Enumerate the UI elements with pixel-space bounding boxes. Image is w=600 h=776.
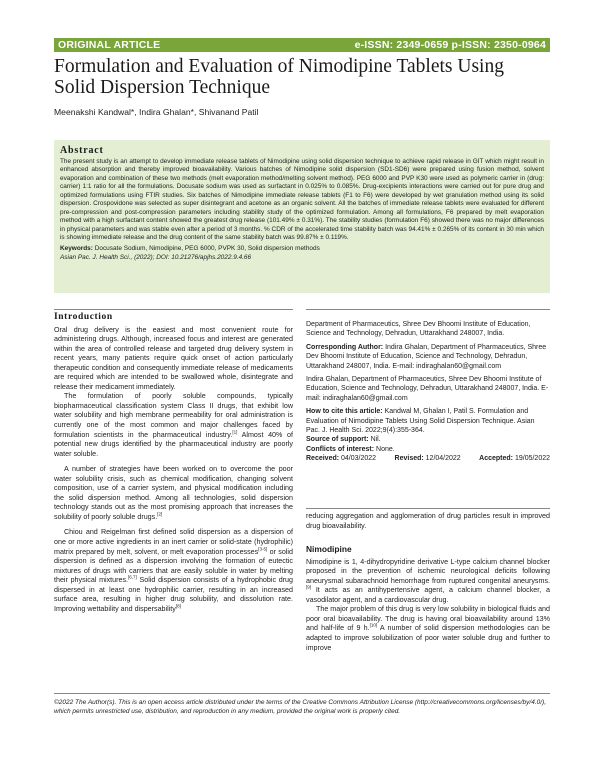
revised-value: 12/04/2022 (423, 455, 461, 463)
keywords-line (60, 244, 544, 253)
intro-p4-mid: or solid dispersion is defined as a dispersion involving the formation of eutectic mixtures of drugs with carriers that are easily soluble in water by melting their physical mixtures. (54, 547, 293, 585)
nimodipine-paragraph-1 (306, 558, 550, 606)
keywords-text: Docusate Sodium, Nimodipine, PEG 6000, PVPK 30, Solid dispersion methods (94, 244, 320, 252)
how-to-cite (306, 407, 550, 435)
continued-paragraph: reducing aggregation and agglomeration of drug particles result in improved drug bioavailability. (306, 512, 550, 530)
intro-p3-text: A number of strategies have been worked on to overcome the poor water solubility crisis, such as chemical modification, changing solvent composition, use of a carrier system, and physical modification including the solid dispersion method. Among all technologies, solid dispersion technology stands out as the most promising approach that increases the solubility of poorly soluble drugs. (54, 465, 293, 521)
intro-paragraph-3 (54, 465, 293, 522)
revised-label: Revised: (394, 455, 424, 463)
nimodipine-p1-text: Nimodipine is 1, 4-dihydropyridine derivative L-type calcium channel blocker proposed in the prevention of ischemic neurological deficits following aneurysmal subarachnoid hemorrhage from ruptured congenital aneurysms. (306, 557, 550, 585)
intro-paragraph-2 (54, 392, 293, 459)
section-divider-left (54, 309, 293, 310)
article-info-block (306, 320, 550, 464)
received-label: Received: (306, 455, 340, 463)
corresponding-author-text: Indira Ghalan, Department of Pharmaceutics, Shree Dev Bhoomi Institute of Education, Science and Technology, Dehradun, Uttarakhand 248007, India. E-mail: indiraghalan60@gmail.com (306, 343, 547, 370)
journal-citation: Asian Pac. J. Health Sci., (2022); DOI: 10.21276/apjhs.2022.9.4.66 (60, 253, 252, 261)
nimodipine-paragraph-2 (306, 605, 550, 653)
cite-text: Kandwal M, Ghalan I, Patil S. Formulation and Evaluation of Nimodipine Tablets Using Solid Dispersion Technique. Asian Pac. J. Health Sci. 2022;9(4):355-364. (306, 408, 535, 435)
accepted-value: 19/05/2022 (513, 455, 550, 463)
nimodipine-p1-end: It acts as an antihypertensive agent, a calcium channel blocker, a vasodilator agent, and a cardiovascular drug. (306, 586, 550, 604)
article-dates (306, 454, 550, 463)
source-of-support (306, 435, 550, 444)
corresponding-author-2: Indira Ghalan, Department of Pharmaceutics, Shree Dev Bhoomi Institute of Education, Science and Technology, Dehradun, Uttarakhand 248007, India. E-mail: indiraghalan60@gmail.com (306, 376, 549, 402)
corresponding-author (306, 343, 550, 371)
ref-9: [9] (306, 584, 312, 590)
abstract-heading: Abstract (60, 145, 104, 156)
ref-8: [8] (175, 603, 181, 609)
nimodipine-p2-end: A number of solid dispersion methodologies can be adapted to improve solubilization of poor water soluble drug and further to improve (306, 624, 550, 652)
accepted-label: Accepted: (479, 455, 514, 463)
abstract-box (54, 140, 550, 293)
article-title: Formulation and Evaluation of Nimodipine Tablets Using Solid Dispersion Technique (54, 56, 504, 98)
affiliation-text: Department of Pharmaceutics, Shree Dev Bhoomi Institute of Education, Science and Technology, Dehradun, Uttarakhand 248007, India. (306, 321, 531, 338)
keywords-label: Keywords: (60, 244, 93, 252)
abstract-text: The present study is an attempt to develop immediate release tablets of Nimodipine using solid dispersion technique to achieve rapid release in GIT which might result in enhanced absorption and thereby improved bioavailability. Various batches of Nimodipine solid dispersion (SD1-SD6) were prepared using fusion method, solvent evaporation and combination of these two methods (melt evaporation method/melting solvent method). PEG 6000 and PVP K30 were used as polymeric carrier in (drug: carrier) 1:1 ratio for all the formulations. Docusate sodium was used as surfactant in 0.025% to 0.085%. Drug-excipients interactions were carried out for pure drug and optimized formulations using FTIR studies. Six batches of Nimodipine immediate release tablets (F1 to F6) were developed by wet granulation method using its solid dispersion. Crospovidone was selected as super disintegrant and acetone as an organic solvent. All the batches of immediate release tablets were evaluated for different pre-compression and post-compression parameters including stability study of the optimized formulation. Among all formulations, F6 prepared by melt evaporation method with a high surfactant content showed the greatest drug release (101.49% ± 0.31%). The stability studies (formulation F6) showed there was no major differences in physical parameters and was stable even after a period of 3 months. % CDR of the accelerated time stability batch was 94.41% ± 0.265% of its content in 30 min which is showing immediate release and the drug content of the same stability batch was 99.87% ± 0.119%. (60, 158, 544, 242)
intro-paragraph-1: Oral drug delivery is the easiest and most convenient route for administering drugs. Although, increased focus and interest are generated within the area of controlled release and targeted drug delivery system in recent years, many patients require quick onset of action particularly therapeutic condition and consequently immediate release of medicaments are required which are intended to be swallowed whole, disintegrate and release their medicament immediately. (54, 325, 293, 391)
ref-6-7: [6,7] (128, 574, 137, 580)
author-list: Meenakshi Kandwal*, Indira Ghalan*, Shivanand Patil (54, 107, 259, 117)
ref-3-5: [3-5] (258, 546, 268, 552)
accepted-date (479, 454, 550, 463)
conflicts-of-interest (306, 445, 550, 454)
article-type-label: ORIGINAL ARTICLE (58, 39, 161, 51)
intro-p4-end: Solid dispersion consists of a hydrophobic drug dispersed in at least one hydrophilic carrier, resulting in an increased surface area, resulting in higher drug solubility, and dissolution rate. Improving wettability and dispersability (54, 576, 294, 613)
issn-label: e-ISSN: 2349-0659 p-ISSN: 2350-0964 (354, 39, 546, 51)
footer-rule (54, 693, 550, 694)
ref-10: [10] (369, 623, 378, 629)
right-column (306, 512, 550, 653)
left-column (54, 313, 293, 614)
ref-1: [1] (232, 429, 238, 435)
introduction-heading: Introduction (54, 312, 113, 322)
intro-paragraph-4 (54, 528, 293, 614)
conflict-text: None. (374, 445, 395, 453)
intro-p4-text: Chiou and Reigelman first defined solid dispersion as a dispersion of one or more active ingredients in an inert carrier or solid-state (hydrophilic) matrix prepared by melt, solvent, or melt evaporation processes (54, 528, 293, 556)
section-divider-right (306, 309, 550, 310)
article-banner (54, 38, 550, 52)
intro-p2-text: The formulation of poorly soluble compounds, typically biopharmaceutical classification system Class II drugs, that exhibit low water solubility and high membrane permeability for oral administration is currently one of the most common and major challenges faced by formulation scientists in the pharmaceutical industry. (54, 392, 293, 439)
cite-label: How to cite this article: (306, 408, 383, 416)
intro-p2-end: Almost 40% of potential new drugs identified by the pharmaceutical industry are poorly water soluble. (54, 430, 293, 458)
conflict-label: Conflicts of interest: (306, 445, 375, 453)
revised-date (395, 454, 461, 463)
support-text: Nil. (368, 436, 381, 444)
nimodipine-p2-text: The major problem of this drug is very low solubility in biological fluids and poor oral bioavailability. The drug is having oral bioavailability around 13% and half-life of 9 h. (306, 605, 550, 633)
nimodipine-heading: Nimodipine (306, 544, 352, 555)
received-value: 04/03/2022 (339, 455, 377, 463)
received-date (306, 454, 376, 463)
info-block-rule (306, 508, 550, 509)
corresponding-author-label: Corresponding Author: (306, 343, 384, 351)
ref-2: [2] (157, 511, 163, 517)
support-label: Source of support: (306, 436, 369, 444)
license-footer: ©2022 The Author(s). This is an open access article distributed under the terms of the Creative Commons Attribution License (http://creativecommons.org/licenses/by/4.0/), which permits unrestricted use, distribution, and reproduction in any medium, provided the original work is properly cited. (54, 699, 547, 715)
